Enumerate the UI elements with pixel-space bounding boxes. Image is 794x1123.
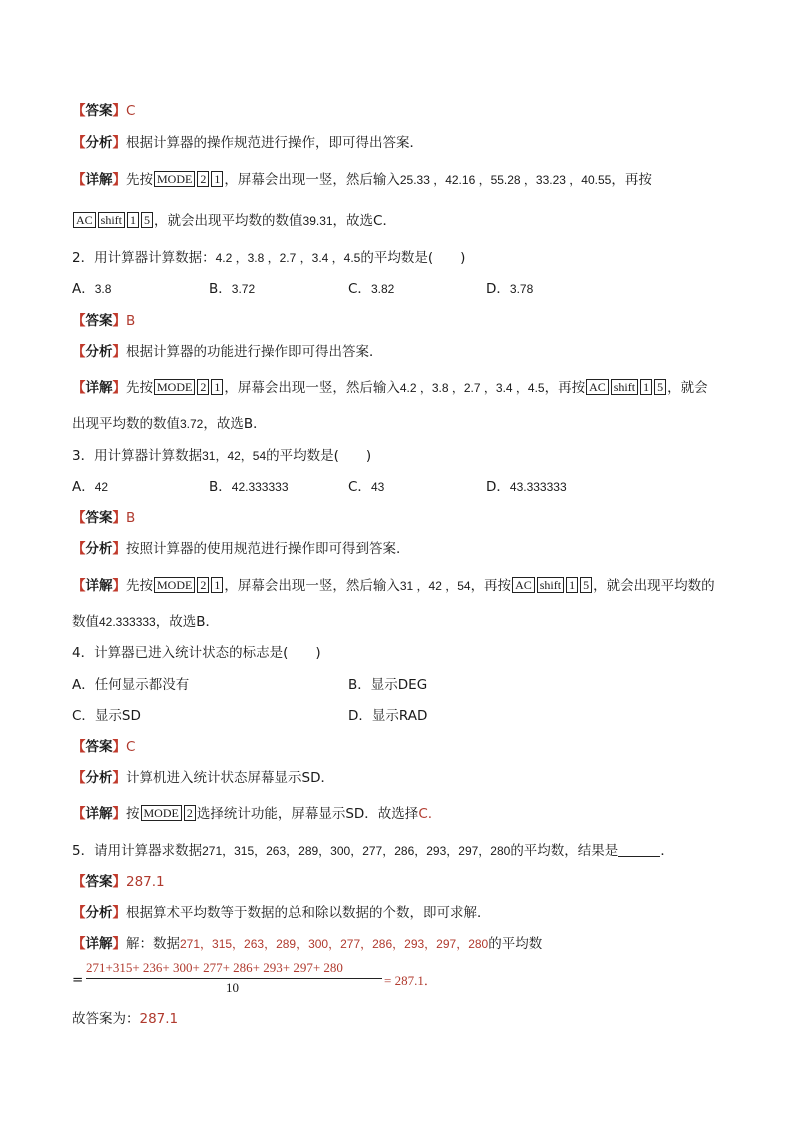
q3-answer-line: 【答案】B <box>72 510 136 526</box>
q5-analysis-line: 【分析】根据算术平均数等于数据的总和除以数据的个数，即可求解． <box>72 905 491 921</box>
key-mode: MODE <box>154 171 195 187</box>
q2-option-c: C．3.82 <box>348 281 395 297</box>
key-mode: MODE <box>154 379 195 395</box>
q3-option-d: D．43.333333 <box>486 479 567 495</box>
q4-option-d: D．显示RAD <box>348 708 428 724</box>
key-shift: shift <box>98 212 125 228</box>
key-ac: AC <box>73 212 96 228</box>
q2-option-b: B．3.72 <box>209 281 256 297</box>
key-mode: MODE <box>141 805 182 821</box>
final-answer-line: 故答案为：287.1 <box>72 1011 179 1027</box>
key-1: 1 <box>127 212 139 228</box>
q4-analysis-line: 【分析】计算机进入统计状态屏幕显示SD． <box>72 770 334 786</box>
key-1: 1 <box>211 577 223 593</box>
q5-answer-line: 【答案】287.1 <box>72 874 165 890</box>
key-1: 1 <box>211 379 223 395</box>
key-2: 2 <box>197 171 209 187</box>
q2-stem: 2．用计算器计算数据：4.2 ，3.8 ，2.7 ，3.4 ，4.5的平均数是( ) <box>72 250 466 266</box>
q4-detail-line: 【详解】按 MODE 2 选择统计功能，屏幕显示SD．故选择C. <box>72 806 433 822</box>
q1-answer-line: 【答案】C <box>72 103 136 119</box>
q5-stem: 5．请用计算器求数据271，315，263，289，300，277，286，293，297，280的平均数，结果是 ． <box>72 843 674 859</box>
key-2: 2 <box>184 805 196 821</box>
key-1: 1 <box>566 577 578 593</box>
q3-option-b: B．42.333333 <box>209 479 289 495</box>
q3-option-c: C．43 <box>348 479 385 495</box>
key-shift: shift <box>537 577 564 593</box>
q2-option-a: A．3.8 <box>72 281 112 297</box>
fraction-formula: = 271+315+ 236+ 300+ 277+ 286+ 293+ 297+ 280 10 = 287.1． <box>72 960 437 995</box>
key-shift: shift <box>611 379 638 395</box>
key-2: 2 <box>197 379 209 395</box>
q4-option-b: B．显示DEG <box>348 677 428 693</box>
q4-option-a: A．任何显示都没有 <box>72 677 190 693</box>
q3-analysis-line: 【分析】按照计算器的使用规范进行操作即可得到答案. <box>72 541 401 557</box>
q1-answer: C <box>126 103 136 119</box>
key-5: 5 <box>654 379 666 395</box>
key-5: 5 <box>141 212 153 228</box>
q3-option-a: A．42 <box>72 479 109 495</box>
answer-blank <box>618 842 660 857</box>
q4-answer-line: 【答案】C <box>72 739 136 755</box>
q4-stem: 4．计算器已进入统计状态的标志是( ) <box>72 645 321 661</box>
fraction-numerator: 271+315+ 236+ 300+ 277+ 286+ 293+ 297+ 280 <box>86 960 343 975</box>
q3-detail-line-1: 【详解】先按 MODE 2 1 ，屏幕会出现一竖，然后输入31 ，42 ，54，再按 AC shift 1 5 ，就会出现平均数的 <box>72 578 715 594</box>
q5-detail-line: 【详解】解：数据271，315，263，289，300，277，286，293，297，280的平均数 <box>72 936 543 952</box>
fraction-denominator: 10 <box>226 980 239 995</box>
q1-analysis-line: 【分析】根据计算器的操作规范进行操作，即可得出答案． <box>72 135 423 151</box>
q1-detail-line-2: AC shift 1 5 ，就会出现平均数的数值39.31，故选C． <box>72 211 396 231</box>
key-ac: AC <box>586 379 609 395</box>
q2-analysis-line: 【分析】根据计算器的功能进行操作即可得出答案． <box>72 344 383 360</box>
fraction-result: = 287.1． <box>384 973 437 988</box>
q1-detail-line-1: 【详解】先按 MODE 2 1 ，屏幕会出现一竖，然后输入25.33 ，42.16 ，55.28 ，33.23 ，40.55，再按 <box>72 172 652 188</box>
key-ac: AC <box>512 577 535 593</box>
q3-detail-line-2: 数值42.333333，故选B． <box>72 614 219 630</box>
key-2: 2 <box>197 577 209 593</box>
q2-detail-line-2: 出现平均数的数值3.72，故选B． <box>72 416 267 432</box>
q4-option-c: C．显示SD <box>72 708 141 724</box>
key-5: 5 <box>580 577 592 593</box>
q2-answer-line: 【答案】B <box>72 313 136 329</box>
q2-option-d: D．3.78 <box>486 281 534 297</box>
key-mode: MODE <box>154 577 195 593</box>
q2-detail-line-1: 【详解】先按 MODE 2 1 ，屏幕会出现一竖，然后输入4.2 ，3.8 ，2.7 ，3.4 ，4.5，再按 AC shift 1 5 ，就会 <box>72 380 708 396</box>
q3-stem: 3．用计算器计算数据31，42，54的平均数是( ) <box>72 448 372 464</box>
key-1: 1 <box>640 379 652 395</box>
key-1: 1 <box>211 171 223 187</box>
